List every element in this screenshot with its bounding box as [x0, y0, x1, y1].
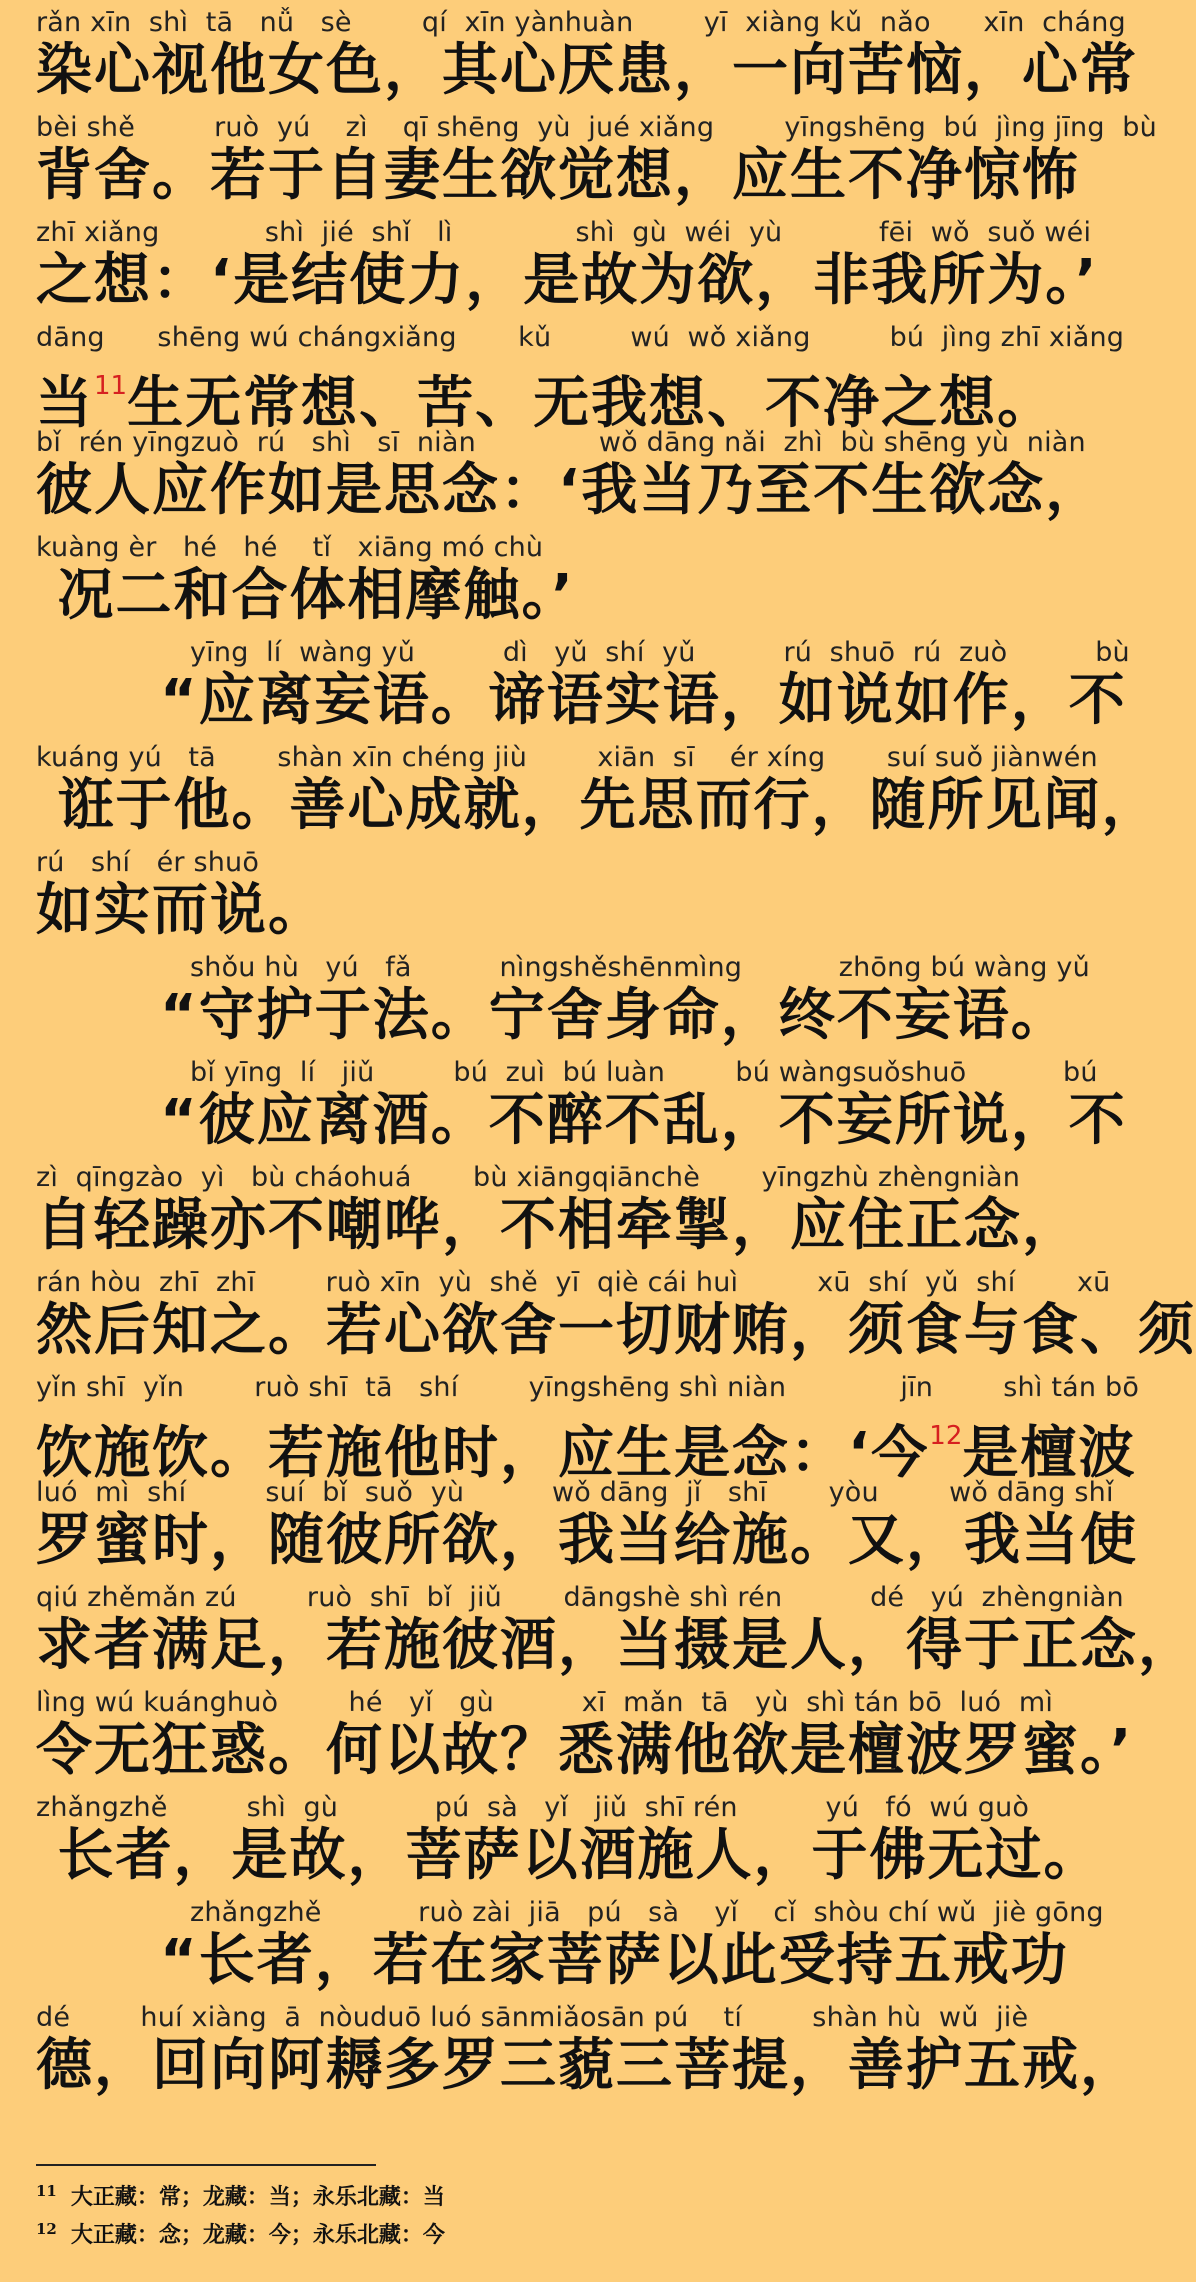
- pinyin-line: zhī xiǎng shì jié shǐ lì shì gù wéi yù fēi wǒ suǒ wéi: [36, 217, 1092, 248]
- text-line-10: [0, 945, 1090, 1050]
- pinyin-line: kuàng èr hé hé tǐ xiāng mó chù: [36, 532, 544, 563]
- text-line-6: [0, 525, 1080, 630]
- hanzi-line: 自轻躁亦不嘲哗，不相牵掣，应住正念，: [36, 1193, 1080, 1258]
- pinyin-line: yīng lí wàng yǔ dì yǔ shí yǔ rú shuō rú zuò bù: [190, 637, 1130, 668]
- footnote-number: 12: [36, 2220, 57, 2238]
- text-line-20: [0, 1995, 1138, 2100]
- text-line-19: [0, 1890, 1104, 1995]
- hanzi-line: 诳于他。善心成就，先思而行，随所见闻，: [36, 773, 1160, 838]
- hanzi-line: 况二和合体相摩触。’: [36, 563, 575, 628]
- hanzi-line: “长者，若在家菩萨以此受持五戒功: [160, 1928, 1069, 1993]
- footnote-divider: [36, 2164, 376, 2166]
- hanzi-line: 之想：‘是结使力，是故为欲，非我所为。’: [36, 248, 1099, 313]
- text-line-3: [0, 210, 1099, 315]
- hanzi-line: “守护于法。宁舍身命，终不妄语。: [160, 983, 1069, 1048]
- footnote-number: 11: [36, 2182, 57, 2200]
- hanzi-line: 彼人应作如是思念：‘我当乃至不生欲念，: [36, 458, 1104, 523]
- hanzi-segment: 生无常想、苦、无我想、不净之想。: [127, 371, 1056, 436]
- pinyin-line: bèi shě ruò yú zì qī shēng yù jué xiǎng yīngshēng bú jìng jīng bù: [36, 112, 1157, 143]
- hanzi-line: 求者满足，若施彼酒，当摄是人，得于正念，: [36, 1613, 1196, 1678]
- pinyin-line: yǐn shī yǐn ruò shī tā shí yīngshēng shì niàn jīn shì tán bō: [36, 1372, 1140, 1403]
- footnote-item: [36, 2172, 1036, 2210]
- pinyin-line: dé huí xiàng ā nòuduō luó sānmiǎosān pú tí shàn hù wǔ jiè: [36, 2002, 1029, 2033]
- text-line-9: [0, 840, 1080, 945]
- footnote-text: 大正藏：念；龙藏：今；永乐北藏：今: [70, 2222, 445, 2248]
- hanzi-line: 如实而说。: [36, 878, 326, 943]
- text-line-12: [0, 1155, 1080, 1260]
- text-line-5: [0, 420, 1104, 525]
- pinyin-line: rǎn xīn shì tā nǚ sè qí xīn yànhuàn yī xiàng kǔ nǎo xīn cháng: [36, 7, 1126, 38]
- footnote-text: 大正藏：常；龙藏：当；永乐北藏：当: [70, 2184, 445, 2210]
- hanzi-line: 背舍。若于自妻生欲觉想，应生不净惊怖: [36, 143, 1080, 208]
- hanzi-line: 染心视他女色，其心厌患，一向苦恼，心常: [36, 38, 1138, 103]
- pinyin-line: zì qīngzào yì bù cháohuá bù xiāngqiānchè yīngzhù zhèngniàn: [36, 1162, 1021, 1193]
- hanzi-segment: 是檀波: [962, 1421, 1137, 1486]
- hanzi-segment: 饮施饮。若施他时，应生是念：‘今: [36, 1421, 930, 1486]
- hanzi-line: 罗蜜时，随彼所欲，我当给施。又，我当使: [36, 1508, 1138, 1573]
- footnote-ref-11[interactable]: 11: [94, 371, 128, 401]
- footnote-ref-12[interactable]: 12: [929, 1421, 963, 1451]
- pinyin-line: lìng wú kuánghuò hé yǐ gù xī mǎn tā yù shì tán bō luó mì: [36, 1687, 1054, 1718]
- hanzi-line: 然后知之。若心欲舍一切财贿，须食与食、须: [36, 1298, 1196, 1363]
- pinyin-line: bǐ rén yīngzuò rú shì sī niàn wǒ dāng nǎi zhì bù shēng yù niàn: [36, 427, 1086, 458]
- text-line-2: [0, 105, 1157, 210]
- pinyin-line: rán hòu zhī zhī ruò xīn yù shě yī qiè cái huì xū shí yǔ shí xū: [36, 1267, 1111, 1298]
- footnote-item: [36, 2210, 1036, 2248]
- hanzi-line: 德，回向阿耨多罗三藐三菩提，善护五戒，: [36, 2033, 1138, 2098]
- text-line-1: [0, 0, 1138, 105]
- hanzi-line: 令无狂惑。何以故？悉满他欲是檀波罗蜜。’: [36, 1718, 1134, 1783]
- text-line-16: [0, 1575, 1196, 1680]
- pinyin-line: dāng shēng wú chángxiǎng kǔ wú wǒ xiǎng bú jìng zhī xiǎng: [36, 322, 1125, 353]
- hanzi-line: “彼应离酒。不醉不乱，不妄所说，不: [160, 1088, 1127, 1153]
- text-line-7: [0, 630, 1130, 735]
- pinyin-line: bǐ yīng lí jiǔ bú zuì bú luàn bú wàngsuǒshuō bú: [190, 1057, 1098, 1088]
- text-line-4: [0, 315, 1125, 436]
- footnotes: [36, 2172, 1036, 2248]
- text-line-8: [0, 735, 1160, 840]
- text-line-18: [0, 1785, 1102, 1890]
- pinyin-line: zhǎngzhě shì gù pú sà yǐ jiǔ shī rén yú fó wú guò: [36, 1792, 1030, 1823]
- text-line-14: [0, 1365, 1140, 1486]
- text-line-15: [0, 1470, 1138, 1575]
- pinyin-line: kuáng yú tā shàn xīn chéng jiù xiān sī ér xíng suí suǒ jiànwén: [36, 742, 1098, 773]
- hanzi-line: “应离妄语。谛语实语，如说如作，不: [160, 668, 1127, 733]
- hanzi-line: 长者，是故，菩萨以酒施人，于佛无过。: [36, 1823, 1102, 1888]
- pinyin-line: zhǎngzhě ruò zài jiā pú sà yǐ cǐ shòu chí wǔ jiè gōng: [190, 1897, 1104, 1928]
- pinyin-line: shǒu hù yú fǎ nìngshěshēnmìng zhōng bú wàng yǔ: [190, 952, 1090, 983]
- text-line-17: [0, 1680, 1134, 1785]
- pinyin-line: qiú zhěmǎn zú ruò shī bǐ jiǔ dāngshè shì rén dé yú zhèngniàn: [36, 1582, 1124, 1613]
- pinyin-line: luó mì shí suí bǐ suǒ yù wǒ dāng jǐ shī yòu wǒ dāng shǐ: [36, 1477, 1114, 1508]
- pinyin-line: rú shí ér shuō: [36, 847, 260, 878]
- hanzi-segment: 当: [36, 371, 94, 436]
- text-line-11: [0, 1050, 1127, 1155]
- text-line-13: [0, 1260, 1196, 1365]
